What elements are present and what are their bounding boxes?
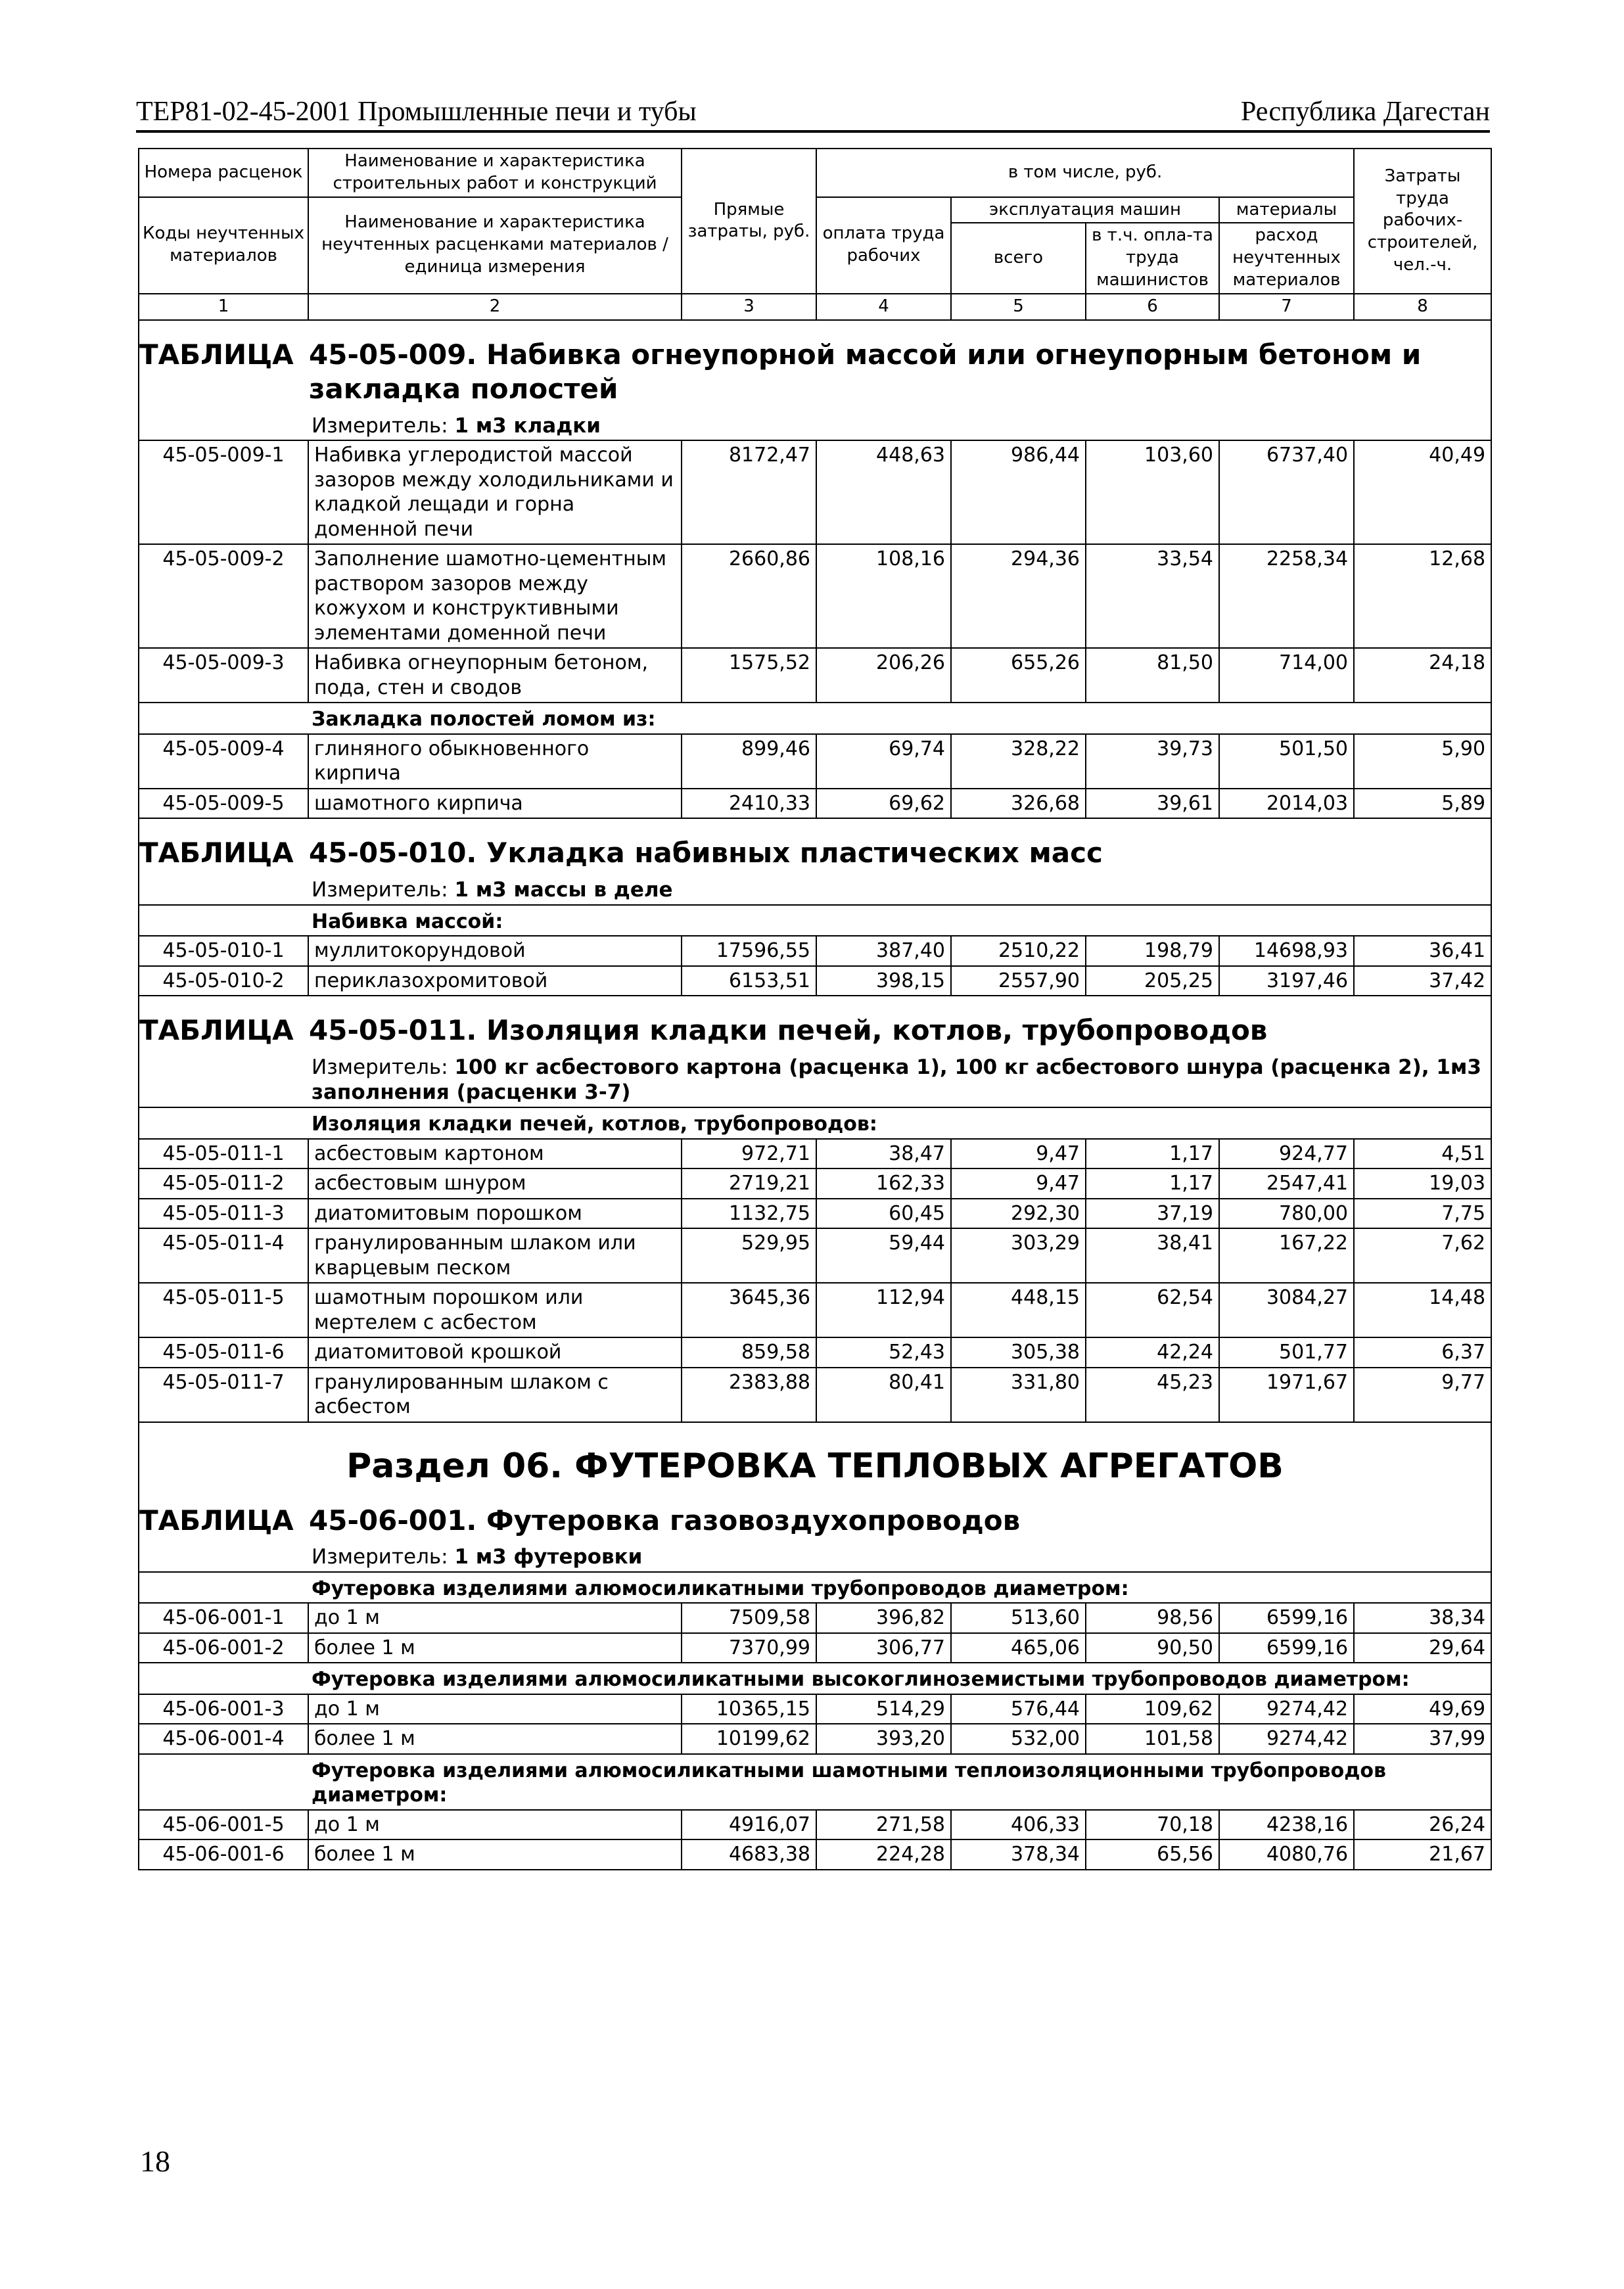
header-document-code: ТЕР81-02-45-2001 Промышленные печи и тубы <box>136 97 697 127</box>
table-title: ТАБЛИЦА 45-06-001. Футеровка газовоздухопроводов <box>139 1500 1491 1541</box>
table-row: 45-06-001-3 до 1 м 10365,15 514,29 576,44 109,62 9274,42 49,69 <box>139 1694 1491 1724</box>
col-number: 1 <box>139 294 308 320</box>
col-number: 4 <box>816 294 951 320</box>
table-title: ТАБЛИЦА 45-05-011. Изоляция кладки печей, котлов, трубопроводов <box>139 996 1491 1051</box>
col-header-direct-costs: Прямые затраты, руб. <box>682 149 816 294</box>
table-row: 45-05-010-1 муллитокорундовой 17596,55 387,40 2510,22 198,79 14698,93 36,41 <box>139 936 1491 966</box>
col-header-work-name: Наименование и характеристика строительных работ и конструкций <box>308 149 682 197</box>
col-header-operator-pay: в т.ч. опла-та труда машинистов <box>1086 223 1219 293</box>
table-row: 45-05-011-6 диатомитовой крошкой 859,58 52,43 305,38 42,24 501,77 6,37 <box>139 1337 1491 1368</box>
table-measure: Измеритель: 1 м3 массы в деле <box>139 873 1491 905</box>
subgroup-heading: Футеровка изделиями алюмосиликатными шамотными теплоизоляционными трубопроводов диаметром: <box>139 1754 1491 1810</box>
table-row: 45-05-011-7 гранулированным шлаком с асбестом 2383,88 80,41 331,80 45,23 1971,67 9,77 <box>139 1368 1491 1422</box>
col-header-material-name: Наименование и характеристика неучтенных расценками материалов / единица измерения <box>308 197 682 294</box>
table-measure: Измеритель: 100 кг асбестового картона (расценка 1), 100 кг асбестового шнура (расценка 2), 1м3 заполнения (расценки 3-7) <box>139 1051 1491 1108</box>
col-header-labor-costs: Затраты труда рабочих-строителей, чел.-ч. <box>1354 149 1491 294</box>
price-table <box>138 148 1492 1870</box>
subgroup-heading: Изоляция кладки печей, котлов, трубопроводов: <box>139 1107 1491 1139</box>
table-row: 45-06-001-2 более 1 м 7370,99 306,77 465,06 90,50 6599,16 29,64 <box>139 1633 1491 1663</box>
table-row: 45-05-009-4 глиняного обыкновенного кирпича 899,46 69,74 328,22 39,73 501,50 5,90 <box>139 734 1491 789</box>
subgroup-heading: Футеровка изделиями алюмосиликатными высокоглиноземистыми трубопроводов диаметром: <box>139 1663 1491 1694</box>
table-row: 45-05-009-3 Набивка огнеупорным бетоном, пода, стен и сводов 1575,52 206,26 655,26 81,50 714,00 24,18 <box>139 648 1491 703</box>
table-row: 45-05-011-2 асбестовым шнуром 2719,21 162,33 9,47 1,17 2547,41 19,03 <box>139 1168 1491 1199</box>
table-row: 45-06-001-4 более 1 м 10199,62 393,20 532,00 101,58 9274,42 37,99 <box>139 1724 1491 1754</box>
col-header-material-consumption: расход неучтенных материалов <box>1219 223 1354 293</box>
table-title: ТАБЛИЦА 45-05-010. Укладка набивных пластических масс <box>139 818 1491 873</box>
subgroup-heading: Закладка полостей ломом из: <box>139 703 1491 734</box>
table-row: 45-05-009-5 шамотного кирпича 2410,33 69,62 326,68 39,61 2014,03 5,89 <box>139 789 1491 819</box>
table-row: 45-05-011-5 шамотным порошком или мертелем с асбестом 3645,36 112,94 448,15 62,54 3084,27 14,48 <box>139 1283 1491 1337</box>
table-row: 45-06-001-6 более 1 м 4683,38 224,28 378,34 65,56 4080,76 21,67 <box>139 1839 1491 1870</box>
col-header-worker-pay: оплата труда рабочих <box>816 197 951 294</box>
table-row: 45-06-001-5 до 1 м 4916,07 271,58 406,33 70,18 4238,16 26,24 <box>139 1810 1491 1840</box>
section-heading: Раздел 06. ФУТЕРОВКА ТЕПЛОВЫХ АГРЕГАТОВ <box>139 1422 1491 1500</box>
table-measure: Измеритель: 1 м3 футеровки <box>139 1540 1491 1572</box>
col-header-rate-numbers: Номера расценок <box>139 149 308 197</box>
table-row: 45-05-010-2 периклазохромитовой 6153,51 398,15 2557,90 205,25 3197,46 37,42 <box>139 966 1491 996</box>
table-row: 45-05-011-1 асбестовым картоном 972,71 38,47 9,47 1,17 924,77 4,51 <box>139 1139 1491 1169</box>
table-title: ТАБЛИЦА 45-05-009. Набивка огнеупорной массой или огнеупорным бетоном и закладка полостей <box>139 320 1491 409</box>
subgroup-heading: Набивка массой: <box>139 905 1491 936</box>
table-row: 45-05-011-3 диатомитовым порошком 1132,75 60,45 292,30 37,19 780,00 7,75 <box>139 1199 1491 1229</box>
col-number: 3 <box>682 294 816 320</box>
col-header-including: в том числе, руб. <box>816 149 1354 197</box>
col-number: 6 <box>1086 294 1219 320</box>
col-header-machines-total: всего <box>951 223 1086 293</box>
col-number: 7 <box>1219 294 1354 320</box>
page-header <box>136 92 1490 131</box>
table-header <box>139 149 1491 320</box>
col-header-materials: материалы <box>1219 197 1354 223</box>
header-region: Республика Дагестан <box>1240 97 1490 127</box>
col-number: 5 <box>951 294 1086 320</box>
table-row: 45-05-009-2 Заполнение шамотно-цементным раствором зазоров между кожухом и конструктивными элементами доменной печи 2660,86 108,16 294,36 33,54 2258,34 12,68 <box>139 544 1491 648</box>
col-number: 8 <box>1354 294 1491 320</box>
col-header-material-codes: Коды неучтенных материалов <box>139 197 308 294</box>
page-number: 18 <box>140 2144 170 2178</box>
col-number: 2 <box>308 294 682 320</box>
col-header-machines: эксплуатация машин <box>951 197 1219 223</box>
table-row: 45-06-001-1 до 1 м 7509,58 396,82 513,60 98,56 6599,16 38,34 <box>139 1603 1491 1633</box>
header-rule <box>136 130 1490 133</box>
table-row: 45-05-011-4 гранулированным шлаком или кварцевым песком 529,95 59,44 303,29 38,41 167,22 7,62 <box>139 1228 1491 1283</box>
table-measure: Измеритель: 1 м3 кладки <box>139 409 1491 441</box>
table-row: 45-05-009-1 Набивка углеродистой массой зазоров между холодильниками и кладкой лещади и горна доменной печи 8172,47 448,63 986,44 103,60 6737,40 40,49 <box>139 440 1491 544</box>
subgroup-heading: Футеровка изделиями алюмосиликатными трубопроводов диаметром: <box>139 1572 1491 1604</box>
